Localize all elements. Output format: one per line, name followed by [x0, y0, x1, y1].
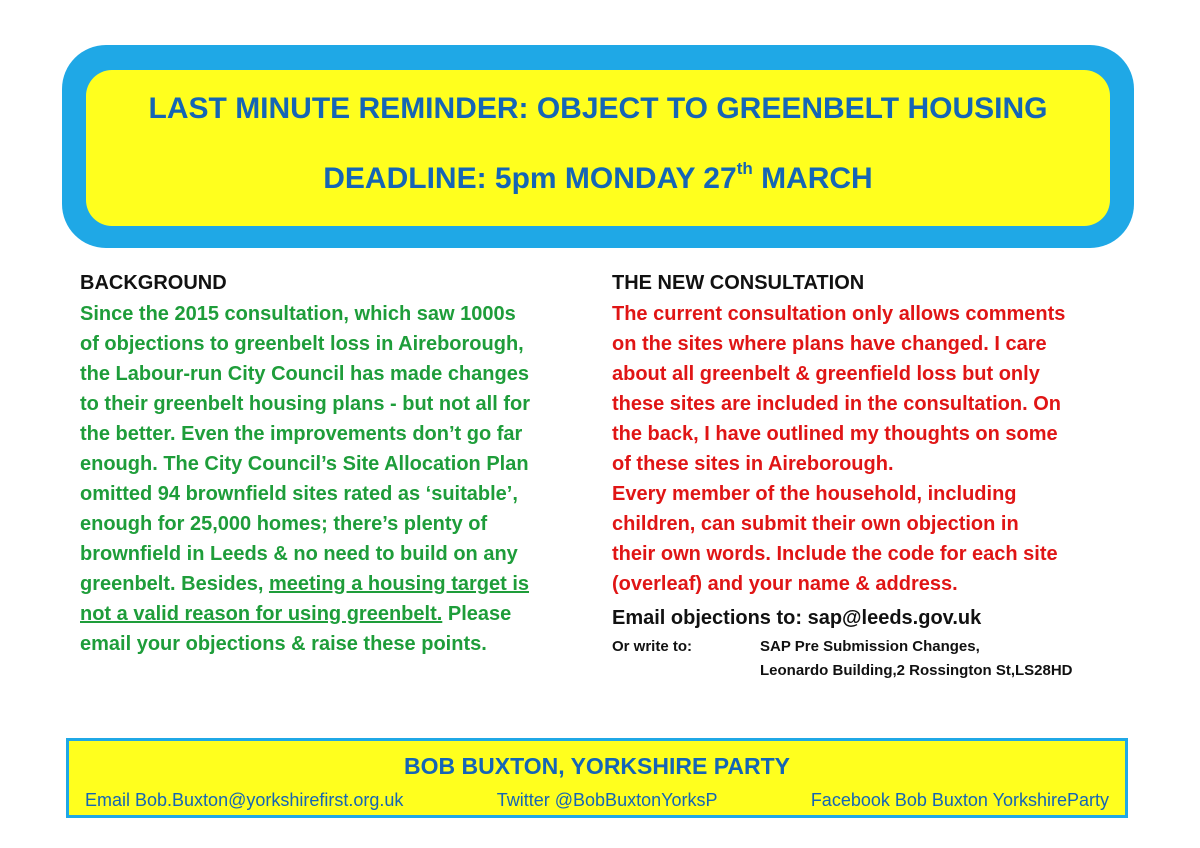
consultation-line: about all greenbelt & greenfield loss but only [612, 363, 1040, 385]
underlined-emphasis: not a valid reason for using greenbelt. [80, 603, 443, 625]
background-text [80, 299, 600, 659]
consultation-line: their own words. Include the code for each site [612, 543, 1058, 565]
background-line: the Labour-run City Council has made changes [80, 363, 529, 385]
consultation-line: The current consultation only allows comments [612, 303, 1066, 325]
background-line-part: greenbelt. Besides, [80, 573, 269, 595]
banner-panel [86, 70, 1110, 226]
consultation-line: on the sites where plans have changed. I care [612, 333, 1047, 355]
background-line: enough for 25,000 homes; there’s plenty of [80, 513, 488, 535]
footer-contacts [85, 790, 1109, 811]
consultation-paragraph-2 [612, 479, 1132, 599]
objection-email: Email objections to: sap@leeds.gov.uk [612, 607, 982, 629]
write-label: Or write to: [612, 638, 693, 655]
background-heading: BACKGROUND [80, 272, 227, 294]
postal-address [760, 635, 1132, 683]
background-line: email your objections & raise these points. [80, 633, 487, 655]
consultation-line: these sites are included in the consultation. On [612, 393, 1061, 415]
consultation-line: Every member of the household, including [612, 483, 1017, 505]
background-line: omitted 94 brownfield sites rated as ‘suitable’, [80, 483, 518, 505]
footer-twitter: Twitter @BobBuxtonYorksP [496, 790, 718, 810]
address-line: SAP Pre Submission Changes, [760, 638, 980, 655]
consultation-line: of these sites in Aireborough. [612, 453, 894, 475]
banner-frame [62, 45, 1134, 248]
footer-title: BOB BUXTON, YORKSHIRE PARTY [404, 753, 790, 779]
consultation-line: the back, I have outlined my thoughts on some [612, 423, 1058, 445]
background-line: Since the 2015 consultation, which saw 1000s [80, 303, 516, 325]
background-line [80, 569, 600, 599]
banner-title: LAST MINUTE REMINDER: OBJECT TO GREENBELT HOUSING [148, 92, 1048, 125]
background-line: brownfield in Leeds & no need to build on any [80, 543, 518, 565]
consultation-paragraph-1 [612, 299, 1132, 479]
contact-footer [66, 738, 1128, 818]
consultation-line: children, can submit their own objection in [612, 513, 1019, 535]
consultation-heading: THE NEW CONSULTATION [612, 272, 865, 294]
deadline-month: MARCH [752, 162, 873, 195]
background-line: the better. Even the improvements don’t go far [80, 423, 523, 445]
consultation-section [612, 268, 1132, 683]
background-line: to their greenbelt housing plans - but not all for [80, 393, 530, 415]
footer-email: Email Bob.Buxton@yorkshirefirst.org.uk [85, 790, 404, 810]
background-line: of objections to greenbelt loss in Aireborough, [80, 333, 524, 355]
consultation-line: (overleaf) and your name & address. [612, 573, 958, 595]
background-line [80, 599, 600, 629]
background-line: enough. The City Council’s Site Allocation Plan [80, 453, 529, 475]
address-line: Leonardo Building,2 Rossington St,LS28HD [760, 662, 1073, 679]
deadline-ordinal: th [736, 159, 753, 178]
background-line-part: Please [442, 603, 512, 625]
deadline-text: DEADLINE: 5pm MONDAY 27 [323, 162, 737, 195]
background-section [80, 268, 600, 659]
underlined-emphasis: meeting a housing target is [268, 573, 530, 595]
footer-facebook: Facebook Bob Buxton YorkshireParty [810, 790, 1109, 810]
postal-address-block [612, 635, 1132, 683]
deadline-line [86, 159, 1110, 196]
